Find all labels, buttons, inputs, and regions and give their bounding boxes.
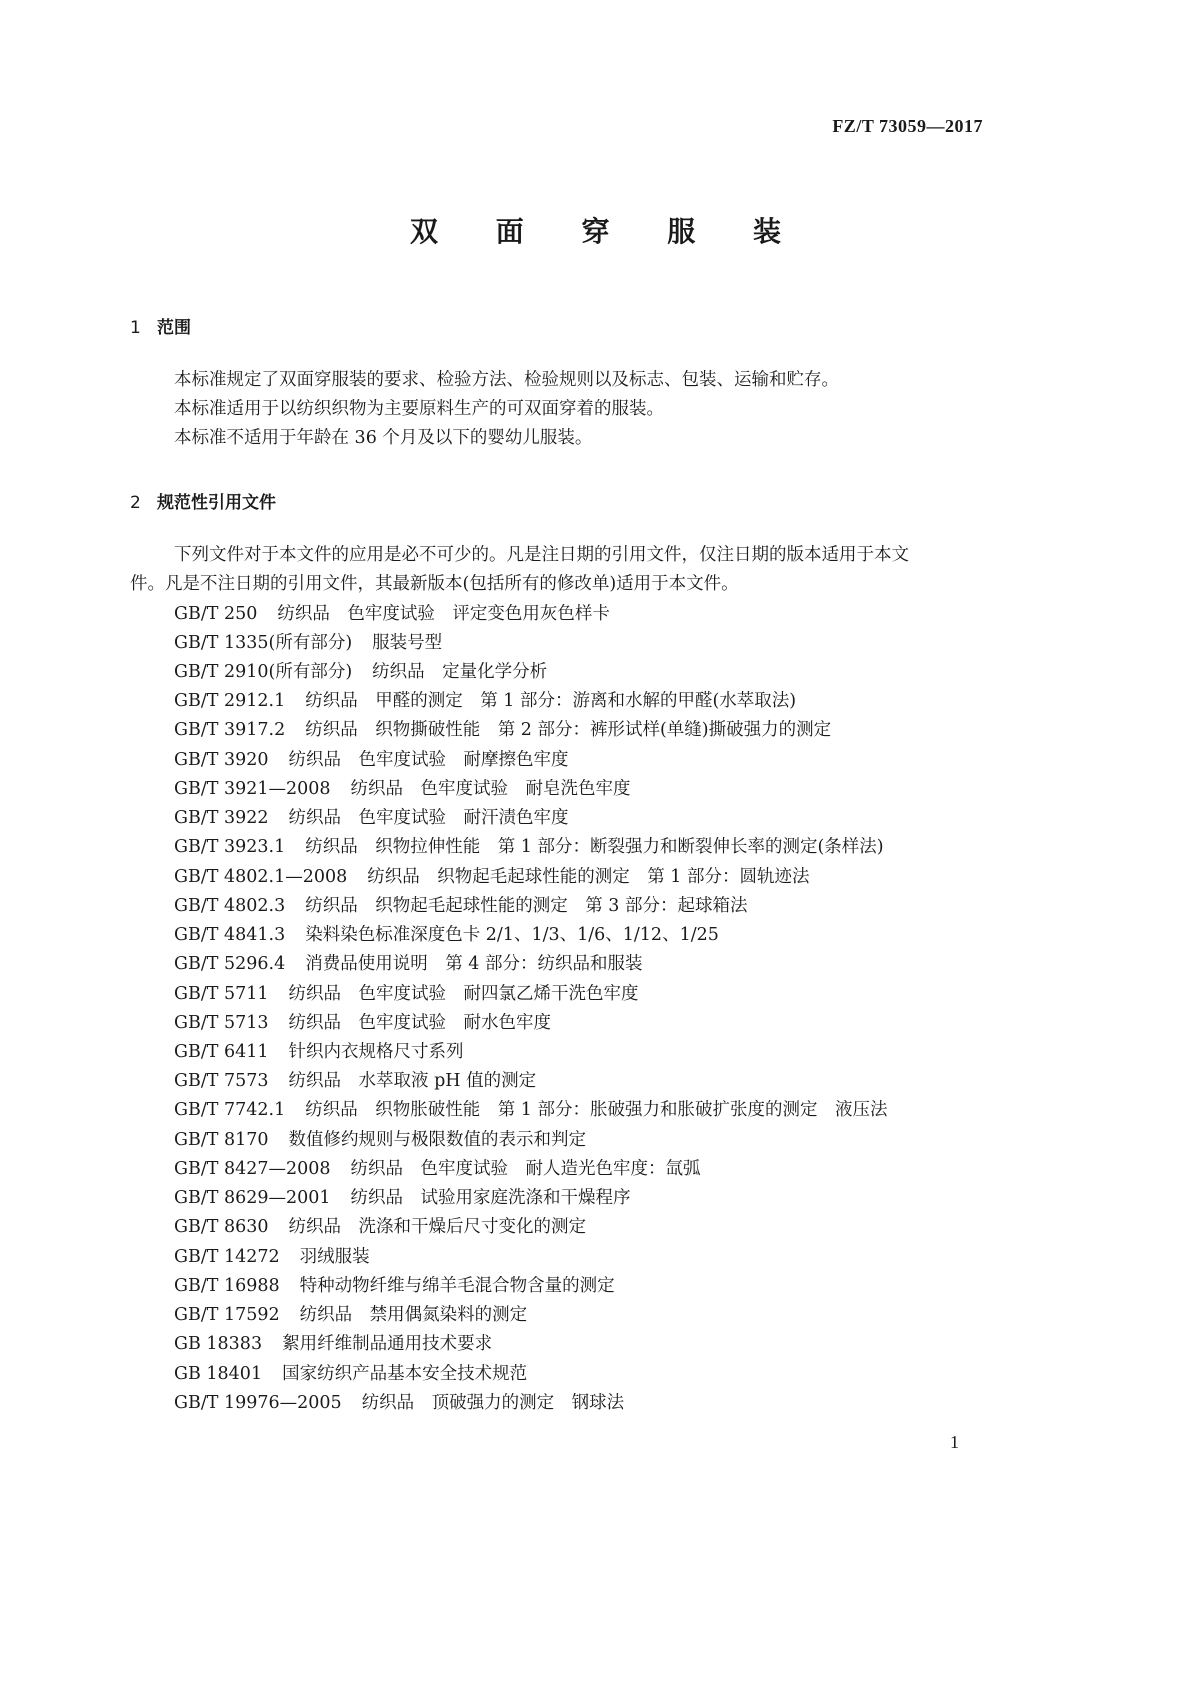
reference-title: 纺织品 织物起毛起球性能的测定 第 3 部分：起球箱法 (305, 896, 748, 916)
reference-title: 纺织品 试验用家庭洗涤和干燥程序 (350, 1188, 631, 1208)
reference-title: 染料染色标准深度色卡 2/1、1/3、1/6、1/12、1/25 (305, 925, 719, 945)
reference-title: 纺织品 色牢度试验 评定变色用灰色样卡 (277, 604, 610, 624)
reference-code: GB/T 4802.3 (174, 896, 286, 916)
reference-code: GB/T 3917.2 (174, 720, 286, 740)
section-heading-scope (130, 313, 191, 338)
reference-code: GB/T 8629—2001 (174, 1188, 331, 1208)
reference-title: 纺织品 色牢度试验 耐水色牢度 (288, 1013, 552, 1033)
page-number: 1 (950, 1432, 959, 1452)
reference-title: 纺织品 色牢度试验 耐摩擦色牢度 (288, 750, 569, 770)
section-heading-normative-references (130, 488, 276, 513)
reference-item (174, 1336, 492, 1354)
reference-item (174, 1015, 551, 1033)
reference-title: 国家纺织产品基本安全技术规范 (282, 1364, 528, 1384)
reference-title: 纺织品 甲醛的测定 第 1 部分：游离和水解的甲醛(水萃取法) (305, 691, 797, 711)
reference-title: 纺织品 色牢度试验 耐四氯乙烯干洗色牢度 (288, 984, 639, 1004)
reference-title: 纺织品 顶破强力的测定 钢球法 (361, 1393, 625, 1413)
reference-title: 数值修约规则与极限数值的表示和判定 (288, 1130, 587, 1150)
reference-item (174, 1190, 631, 1208)
reference-code: GB 18401 (174, 1364, 263, 1384)
reference-item (174, 1161, 701, 1179)
reference-title: 纺织品 色牢度试验 耐皂洗色牢度 (350, 779, 631, 799)
reference-code: GB/T 6411 (174, 1042, 269, 1062)
reference-item (174, 1219, 586, 1237)
reference-code: GB/T 250 (174, 604, 258, 624)
reference-code: GB/T 4841.3 (174, 925, 286, 945)
references-intro: 件。凡是不注日期的引用文件，其最新版本(包括所有的修改单)适用于本文件。 (130, 574, 739, 594)
reference-title: 针织内衣规格尺寸系列 (288, 1042, 464, 1062)
reference-code: GB 18383 (174, 1334, 263, 1354)
reference-code: GB/T 4802.1—2008 (174, 867, 348, 887)
reference-code: GB/T 14272 (174, 1247, 280, 1267)
reference-item (174, 1307, 527, 1325)
reference-title: 羽绒服装 (299, 1247, 370, 1267)
reference-code: GB/T 8170 (174, 1130, 269, 1150)
reference-item (174, 1395, 624, 1413)
scope-paragraph: 本标准适用于以纺织织物为主要原料生产的可双面穿着的服装。 (174, 399, 664, 419)
reference-item (174, 1132, 586, 1150)
section-title: 规范性引用文件 (157, 493, 276, 513)
reference-code: GB/T 3922 (174, 808, 269, 828)
reference-item (174, 752, 569, 770)
reference-item (174, 1249, 370, 1267)
reference-item (174, 927, 719, 945)
reference-title: 纺织品 水萃取液 pH 值的测定 (288, 1071, 537, 1091)
reference-item (174, 781, 631, 799)
reference-title: 纺织品 织物起毛起球性能的测定 第 1 部分：圆轨迹法 (367, 867, 810, 887)
reference-item (174, 810, 569, 828)
reference-title: 纺织品 色牢度试验 耐汗渍色牢度 (288, 808, 569, 828)
reference-item (174, 635, 442, 653)
reference-item (174, 839, 884, 857)
references-intro: 下列文件对于本文件的应用是必不可少的。凡是注日期的引用文件，仅注日期的版本适用于本文 (174, 545, 909, 565)
reference-code: GB/T 5713 (174, 1013, 269, 1033)
reference-item (174, 1073, 536, 1091)
reference-item (174, 664, 547, 682)
reference-title: 特种动物纤维与绵羊毛混合物含量的测定 (299, 1276, 615, 1296)
section-number: 1 (130, 318, 141, 338)
reference-code: GB/T 3921—2008 (174, 779, 331, 799)
reference-title: 纺织品 禁用偶氮染料的测定 (299, 1305, 528, 1325)
reference-item (174, 1102, 887, 1120)
reference-item (174, 1278, 615, 1296)
section-title: 范围 (157, 318, 191, 338)
reference-title: 絮用纤维制品通用技术要求 (282, 1334, 493, 1354)
reference-title: 消费品使用说明 第 4 部分：纺织品和服装 (305, 954, 643, 974)
scope-paragraph: 本标准规定了双面穿服装的要求、检验方法、检验规则以及标志、包装、运输和贮存。 (174, 370, 839, 390)
reference-code: GB/T 2912.1 (174, 691, 286, 711)
reference-code: GB/T 7573 (174, 1071, 269, 1091)
reference-item (174, 898, 747, 916)
reference-code: GB/T 8630 (174, 1217, 269, 1237)
reference-code: GB/T 17592 (174, 1305, 280, 1325)
reference-title: 纺织品 色牢度试验 耐人造光色牢度：氙弧 (350, 1159, 701, 1179)
reference-code: GB/T 5711 (174, 984, 269, 1004)
reference-item (174, 869, 810, 887)
reference-code: GB/T 16988 (174, 1276, 280, 1296)
reference-title: 服装号型 (372, 633, 443, 653)
reference-item (174, 693, 796, 711)
section-number: 2 (130, 493, 141, 513)
reference-item (174, 986, 639, 1004)
reference-code: GB/T 7742.1 (174, 1100, 286, 1120)
standard-code: FZ/T 73059—2017 (832, 116, 983, 136)
reference-title: 纺织品 织物胀破性能 第 1 部分：胀破强力和胀破扩张度的测定 液压法 (305, 1100, 888, 1120)
scope-paragraph: 本标准不适用于年龄在 36 个月及以下的婴幼儿服装。 (174, 428, 593, 448)
reference-item (174, 1044, 464, 1062)
reference-title: 纺织品 洗涤和干燥后尺寸变化的测定 (288, 1217, 587, 1237)
reference-code: GB/T 8427—2008 (174, 1159, 331, 1179)
reference-title: 纺织品 定量化学分析 (372, 662, 548, 682)
reference-item (174, 956, 642, 974)
reference-code: GB/T 2910(所有部分) (174, 662, 353, 682)
reference-code: GB/T 19976—2005 (174, 1393, 342, 1413)
document-title: 双 面 穿 服 装 (410, 215, 805, 248)
reference-title: 纺织品 织物撕破性能 第 2 部分：裤形试样(单缝)撕破强力的测定 (305, 720, 832, 740)
reference-code: GB/T 3923.1 (174, 837, 286, 857)
reference-item (174, 1366, 527, 1384)
reference-title: 纺织品 织物拉伸性能 第 1 部分：断裂强力和断裂伸长率的测定(条样法) (305, 837, 884, 857)
reference-code: GB/T 5296.4 (174, 954, 286, 974)
reference-item (174, 722, 831, 740)
reference-code: GB/T 1335(所有部分) (174, 633, 353, 653)
reference-item (174, 606, 610, 624)
reference-code: GB/T 3920 (174, 750, 269, 770)
